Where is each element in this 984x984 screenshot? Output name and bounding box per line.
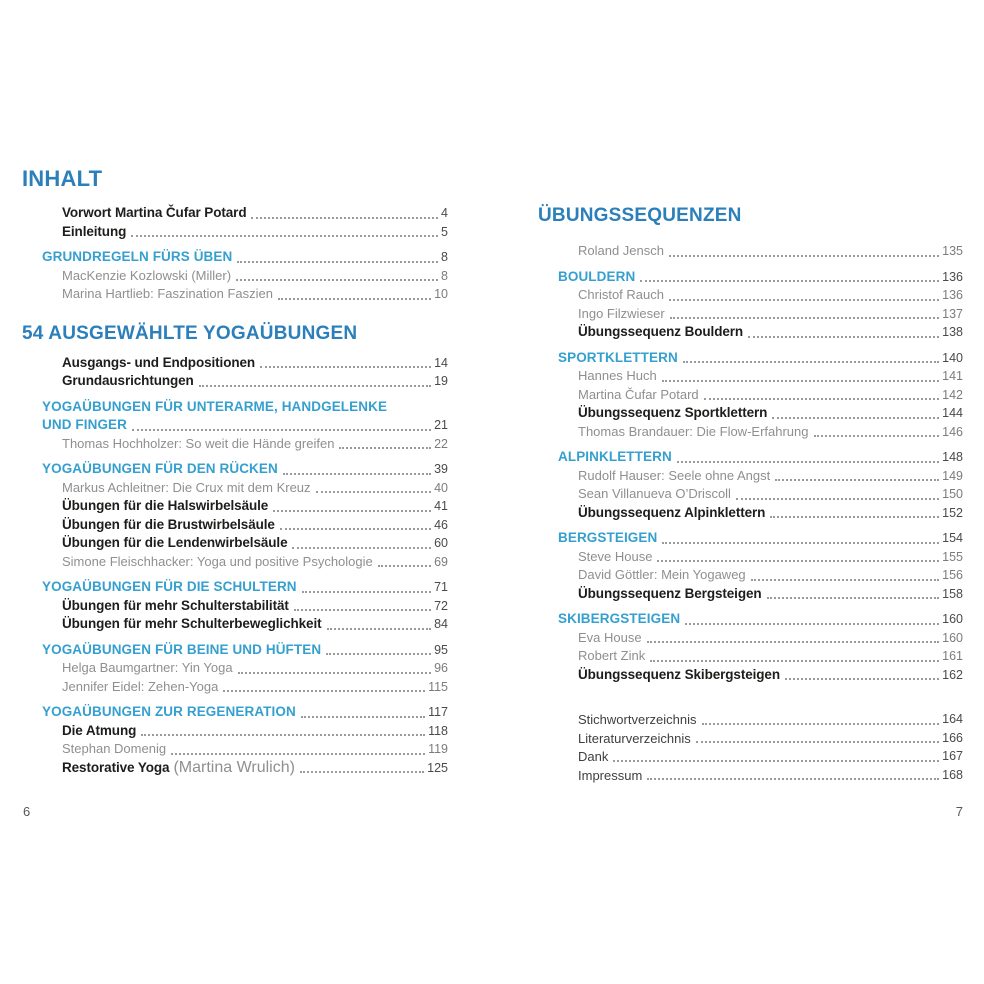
dot-leader <box>278 298 431 300</box>
toc-row <box>538 504 963 523</box>
toc-page-ref: 14 <box>434 355 448 370</box>
toc-entry-label: BOULDERN <box>558 268 636 284</box>
toc-entry-label: Robert Zink <box>578 648 646 663</box>
toc-page-ref: 156 <box>942 568 963 582</box>
toc-page-ref: 60 <box>434 536 448 550</box>
toc-entry-label: SPORTKLETTERN <box>558 349 678 365</box>
dot-leader <box>657 560 939 562</box>
dot-leader <box>685 623 939 625</box>
dot-leader <box>316 491 432 493</box>
toc-entry-label: Rudolf Hauser: Seele ohne Angst <box>578 467 771 483</box>
toc-page-ref: 72 <box>434 598 448 613</box>
dot-leader <box>702 723 940 725</box>
toc-entry-label: Ausgangs- und Endpositionen <box>62 354 256 370</box>
toc-page-ref: 138 <box>942 325 963 339</box>
toc-row <box>22 740 448 759</box>
toc-row <box>22 678 448 697</box>
toc-gap <box>538 684 963 710</box>
toc-row <box>22 553 448 572</box>
toc-entry-label: Ingo Filzwieser <box>578 305 665 321</box>
toc-row <box>22 372 448 391</box>
toc-page-ref: 117 <box>428 705 448 719</box>
toc-row <box>538 467 963 486</box>
toc-entry-label: GRUNDREGELN FÜRS ÜBEN <box>42 249 233 264</box>
dot-leader <box>662 542 939 544</box>
toc-entry-label: YOGAÜBUNGEN FÜR UNTERARME, HANDGELENKE <box>42 398 388 414</box>
toc-page-ref: 22 <box>434 436 448 451</box>
toc-row <box>22 223 448 242</box>
toc-page-ref: 46 <box>434 517 448 532</box>
dot-leader <box>751 579 939 581</box>
toc-entry-label: Helga Baumgartner: Yin Yoga <box>62 660 233 675</box>
dot-leader <box>748 336 939 338</box>
toc-entry-label: Einleitung <box>62 223 127 239</box>
toc-rows <box>22 204 448 777</box>
toc-row <box>538 710 963 729</box>
dot-leader <box>141 734 425 736</box>
toc-entry-label: UND FINGER <box>42 417 127 432</box>
dot-leader <box>237 261 438 263</box>
toc-row <box>22 322 448 346</box>
toc-page-ref: 21 <box>434 418 448 432</box>
toc-entry-label: Christof Rauch <box>578 287 664 302</box>
toc-entry-label: Eva House <box>578 629 642 645</box>
toc-row <box>538 386 963 405</box>
toc-row <box>538 485 963 504</box>
toc-entry-label: Die Atmung <box>62 722 137 738</box>
toc-page-ref: 142 <box>942 387 963 402</box>
toc-page-ref: 166 <box>942 730 963 745</box>
dot-leader <box>302 591 431 593</box>
toc-entry-label: Übungen für die Brustwirbelsäule <box>62 516 275 532</box>
toc-page-ref: 168 <box>942 767 963 782</box>
toc-page-ref: 162 <box>942 667 963 682</box>
dot-leader <box>669 299 939 301</box>
toc-entry-label: 54 AUSGEWÄHLTE YOGAÜBUNGEN <box>22 322 358 344</box>
dot-leader <box>814 435 940 437</box>
toc-entry-label: Übungen für mehr Schulterstabilität <box>62 597 289 613</box>
toc-row <box>538 548 963 567</box>
toc-page-ref: 40 <box>434 480 448 495</box>
toc-page-ref: 4 <box>441 206 448 220</box>
toc-entry-label: David Göttler: Mein Yogaweg <box>578 567 746 582</box>
toc-entry-label: Vorwort Martina Čufar Potard <box>62 205 247 220</box>
dot-leader <box>339 447 431 449</box>
toc-entry-label: Steve House <box>578 548 653 564</box>
toc-entry-label: Stichwortverzeichnis <box>578 712 697 727</box>
toc-page-ref: 119 <box>428 742 448 756</box>
toc-left-page <box>22 166 448 777</box>
toc-row <box>538 448 963 467</box>
toc-row <box>538 323 963 342</box>
dot-leader <box>301 716 425 718</box>
toc-page-ref: 136 <box>942 288 963 302</box>
toc-page-ref: 152 <box>942 505 963 520</box>
toc-page-ref: 69 <box>434 554 448 569</box>
toc-row <box>538 629 963 648</box>
toc-page-ref: 41 <box>434 499 448 513</box>
toc-row <box>22 435 448 454</box>
toc-page-ref: 95 <box>434 642 448 657</box>
page-title: INHALT <box>22 166 103 191</box>
toc-row <box>538 747 963 766</box>
toc-row <box>22 722 448 741</box>
toc-page-ref: 164 <box>942 712 963 726</box>
dot-leader <box>294 609 431 611</box>
dot-leader <box>280 528 431 530</box>
dot-leader <box>326 653 431 655</box>
dot-leader <box>199 385 431 387</box>
toc-entry-label: Übungssequenz Bergsteigen <box>578 585 762 601</box>
toc-row <box>22 516 448 535</box>
toc-page-ref: 118 <box>428 723 448 738</box>
dot-leader <box>251 217 438 219</box>
toc-page-ref: 141 <box>942 369 963 383</box>
toc-row <box>538 404 963 423</box>
toc-entry-label: SKIBERGSTEIGEN <box>558 611 681 626</box>
dot-leader <box>670 317 939 319</box>
dot-leader <box>647 778 939 780</box>
toc-entry-label: YOGAÜBUNGEN FÜR BEINE UND HÜFTEN <box>42 641 322 657</box>
toc-entry-label: Simone Fleischhacker: Yoga und positive Psychologie <box>62 553 373 569</box>
toc-page-ref: 144 <box>942 406 963 420</box>
toc-entry-label: YOGAÜBUNGEN ZUR REGENERATION <box>42 704 296 719</box>
toc-entry-label: Übungen für die Lendenwirbelsäule <box>62 535 288 550</box>
toc-page-ref: 149 <box>942 468 963 483</box>
toc-entry-label: Übungen für mehr Schulterbeweglichkeit <box>62 616 322 631</box>
toc-page-ref: 158 <box>942 586 963 601</box>
toc-entry-label: Sean Villanueva O’Driscoll <box>578 486 731 501</box>
dot-leader <box>131 235 438 237</box>
toc-row <box>22 641 448 660</box>
dot-leader <box>683 361 939 363</box>
toc-entry-label: Markus Achleitner: Die Crux mit dem Kreuz <box>62 479 311 495</box>
toc-page-ref: 150 <box>942 487 963 501</box>
toc-rows <box>538 242 963 784</box>
toc-entry-label: Grundausrichtungen <box>62 373 194 388</box>
toc-row <box>22 659 448 678</box>
folio-page-number: 6 <box>23 804 31 819</box>
toc-row <box>538 666 963 685</box>
toc-row <box>22 267 448 286</box>
toc-entry-label: Martina Čufar Potard <box>578 386 699 402</box>
toc-entry-label: Übungssequenz Skibergsteigen <box>578 666 780 682</box>
toc-page-ref: 96 <box>434 661 448 675</box>
toc-entry-label: Übungssequenz Bouldern <box>578 324 744 339</box>
dot-leader <box>662 380 939 382</box>
dot-leader <box>767 597 940 599</box>
toc-row <box>22 497 448 516</box>
dot-leader <box>327 628 432 630</box>
toc-row <box>22 534 448 553</box>
toc-entry-label: Restorative Yoga <box>62 759 170 775</box>
toc-entry-label: Jennifer Eidel: Zehen-Yoga <box>62 678 219 694</box>
dot-leader <box>650 660 939 662</box>
toc-page-ref: 137 <box>942 306 963 321</box>
toc-entry-label: Hannes Huch <box>578 368 657 383</box>
toc-entry-label: Übungen für die Halswirbelsäule <box>62 498 269 513</box>
dot-leader <box>775 479 939 481</box>
dot-leader <box>283 473 431 475</box>
dot-leader <box>378 565 431 567</box>
toc-entry-label: YOGAÜBUNGEN FÜR DIE SCHULTERN <box>42 579 297 594</box>
dot-leader <box>772 417 939 419</box>
dot-leader <box>236 279 438 281</box>
toc-row <box>538 349 963 368</box>
toc-entry-label: ALPINKLETTERN <box>558 449 672 464</box>
toc-row <box>538 729 963 748</box>
toc-page-ref: 71 <box>434 580 448 594</box>
toc-row <box>538 529 963 548</box>
toc-entry-author: (Martina Wrulich) <box>173 758 295 776</box>
dot-leader <box>132 429 431 431</box>
dot-leader <box>669 255 939 257</box>
toc-entry-label: Übungssequenz Sportklettern <box>578 405 768 420</box>
toc-page-ref: 39 <box>434 462 448 476</box>
toc-entry-label: Literaturverzeichnis <box>578 730 691 746</box>
toc-row <box>22 416 448 435</box>
toc-row <box>22 354 448 373</box>
toc-entry-label: Thomas Brandauer: Die Flow-Erfahrung <box>578 423 809 439</box>
dot-leader <box>647 641 940 643</box>
toc-row <box>22 615 448 634</box>
page-title: ÜBUNGSSEQUENZEN <box>538 205 742 226</box>
toc-page-ref: 10 <box>434 287 448 301</box>
toc-entry-label: Impressum <box>578 767 643 783</box>
toc-row <box>538 268 963 287</box>
toc-entry-label: MacKenzie Kozlowski (Miller) <box>62 267 232 283</box>
toc-row <box>22 759 448 778</box>
toc-page-ref: 115 <box>428 679 448 694</box>
toc-row <box>538 286 963 305</box>
toc-page-ref: 161 <box>942 649 963 663</box>
dot-leader <box>273 510 431 512</box>
toc-page-ref: 160 <box>942 612 963 626</box>
dot-leader <box>704 398 939 400</box>
toc-entry-label: Übungssequenz Alpinklettern <box>578 504 766 520</box>
toc-page-ref: 5 <box>441 224 448 239</box>
dot-leader <box>223 690 425 692</box>
toc-page-ref: 155 <box>942 549 963 564</box>
dot-leader <box>736 498 939 500</box>
toc-entry-label: Stephan Domenig <box>62 741 167 756</box>
toc-page-ref: 148 <box>942 450 963 464</box>
toc-page-ref: 146 <box>942 424 963 439</box>
toc-page-ref: 84 <box>434 617 448 631</box>
toc-row <box>22 398 448 417</box>
toc-row <box>538 367 963 386</box>
dot-leader <box>238 672 432 674</box>
toc-row <box>538 242 963 261</box>
dot-leader <box>260 366 431 368</box>
dot-leader <box>770 516 939 518</box>
dot-leader <box>785 678 939 680</box>
toc-row <box>22 204 448 223</box>
toc-entry-label: Dank <box>578 749 609 764</box>
dot-leader <box>640 280 939 282</box>
toc-page-ref: 160 <box>942 630 963 645</box>
dot-leader <box>292 547 431 549</box>
toc-row <box>22 460 448 479</box>
dot-leader <box>677 461 939 463</box>
toc-row <box>22 248 448 267</box>
toc-page-ref: 136 <box>942 269 963 284</box>
toc-entry-label: Thomas Hochholzer: So weit die Hände greifen <box>62 435 335 451</box>
toc-row <box>538 585 963 604</box>
dot-leader <box>613 760 939 762</box>
toc-page-ref: 140 <box>942 350 963 365</box>
toc-row <box>538 423 963 442</box>
toc-entry-label: BERGSTEIGEN <box>558 530 658 545</box>
toc-page-ref: 154 <box>942 531 963 545</box>
toc-page-ref: 167 <box>942 749 963 763</box>
toc-row <box>538 610 963 629</box>
toc-page-ref: 19 <box>434 374 448 388</box>
toc-row <box>22 578 448 597</box>
toc-row <box>538 305 963 324</box>
folio-page-number: 7 <box>955 804 963 819</box>
toc-entry-label: Roland Jensch <box>578 243 664 258</box>
toc-page-ref: 8 <box>441 268 448 283</box>
toc-row <box>22 285 448 304</box>
toc-right-page <box>538 204 963 784</box>
toc-row <box>538 766 963 785</box>
toc-row <box>22 479 448 498</box>
toc-row <box>538 566 963 585</box>
dot-leader <box>300 771 424 773</box>
toc-entry-label: Marina Hartlieb: Faszination Faszien <box>62 286 273 301</box>
toc-row <box>22 703 448 722</box>
toc-page-ref: 125 <box>427 760 448 775</box>
dot-leader <box>696 741 939 743</box>
toc-row <box>538 647 963 666</box>
toc-entry-label: YOGAÜBUNGEN FÜR DEN RÜCKEN <box>42 461 278 476</box>
toc-row <box>22 597 448 616</box>
toc-page-ref: 8 <box>441 250 448 264</box>
dot-leader <box>171 753 425 755</box>
toc-page-ref: 135 <box>942 244 963 258</box>
